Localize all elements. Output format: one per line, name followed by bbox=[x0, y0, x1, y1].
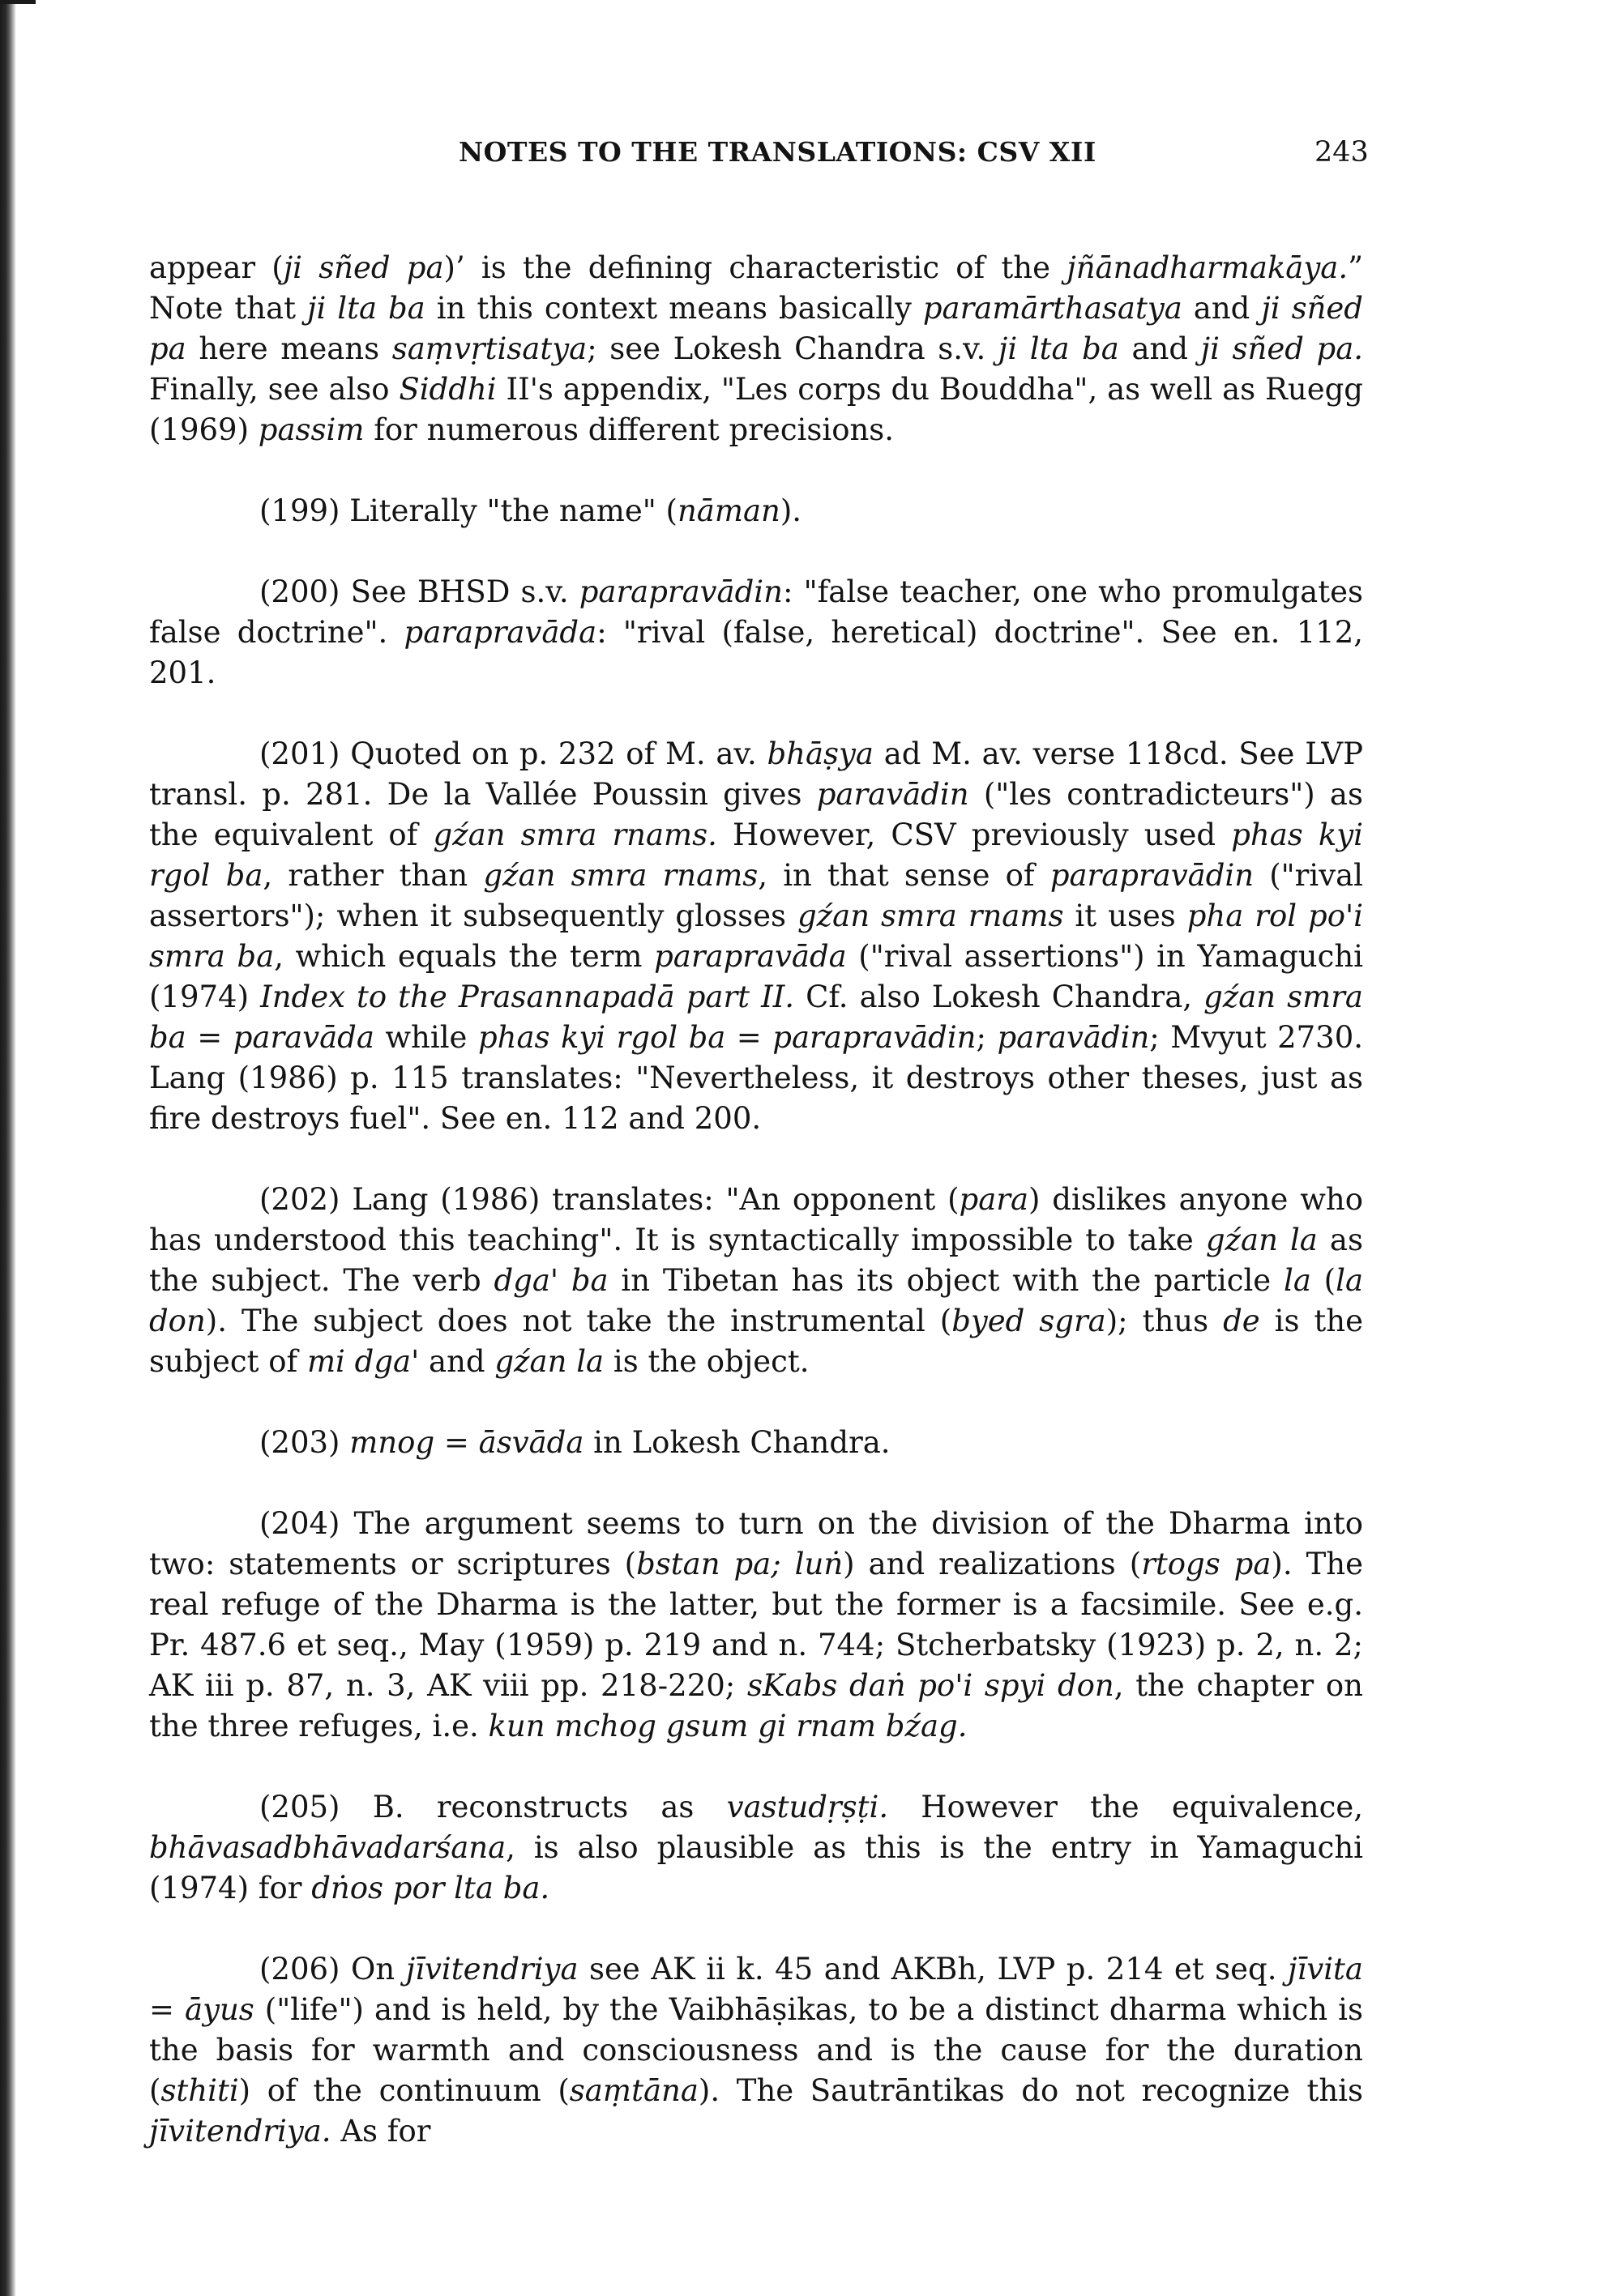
note-number: (201) bbox=[259, 736, 340, 771]
scan-corner-mark bbox=[0, 0, 36, 36]
note-206: (206) On jīvitendriya see AK ii k. 45 and AKBh, LVP p. 214 et seq. jīvita = āyus ("life") and is held, by the Vaibhāṣikas, to be a distinct dharma which is the basis for warmth and consciousness and is the cause for the duration (sthiti) of the continuum (saṃtāna). The Sautrāntikas do not recognize this jīvitendriya. As for bbox=[149, 1952, 1363, 2149]
note-number: (204) bbox=[259, 1506, 340, 1541]
note-202: (202) Lang (1986) translates: "An opponent (para) dislikes anyone who has understood this teaching". It is syntactically impossible to take gźan la as the subject. The verb dga' ba in Tibetan has its object with the particle la (la don). The subject does not take the instrumental (byed sgra); thus de is the subject of mi dga' and gźan la is the object. bbox=[149, 1182, 1364, 1379]
note-205: (205) B. reconstructs as vastudṛṣṭi. However the equivalence, bhāvasadbhāvadarśana, is also plausible as this is the entry in Yamaguchi (1974) for dṅos por lta ba. bbox=[149, 1790, 1364, 1906]
note-200: (200) See BHSD s.v. parapravādin: "false teacher, one who promulgates false doctrine". parapravāda: "rival (false, heretical) doctrine". See en. 112, 201. bbox=[149, 574, 1364, 690]
page-header bbox=[0, 136, 1603, 185]
page-body bbox=[149, 248, 1363, 2192]
note-number: (199) bbox=[259, 493, 340, 528]
note-number: (205) bbox=[259, 1790, 340, 1824]
note-198-continuation: appear (ji sñed pa)’ is the defining characteristic of the jñānadharmakāya.” Note that ji lta ba in this context means basically paramārthasatya and ji sñed pa here means saṃvṛtisatya; see Lokesh Chandra s.v. ji lta ba and ji sñed pa. Finally, see also Siddhi II's appendix, "Les corps du Bouddha", as well as Ruegg (1969) passim for numerous different precisions. bbox=[149, 250, 1364, 447]
page-number: 243 bbox=[1314, 136, 1369, 169]
note-204: (204) The argument seems to turn on the division of the Dharma into two: statements or scriptures (bstan pa; luṅ) and realizations (rtogs pa). The real refuge of the Dharma is the latter, but the former is a facsimile. See e.g. Pr. 487.6 et seq., May (1959) p. 219 and n. 744; Stcherbatsky (1923) p. 2, n. 2; AK iii p. 87, n. 3, AK viii pp. 218-220; sKabs daṅ po'i spyi don, the chapter on the three refuges, i.e. kun mchog gsum gi rnam bźag. bbox=[149, 1506, 1363, 1743]
note-number: (200) bbox=[259, 574, 340, 609]
note-number: (206) bbox=[259, 1952, 340, 1987]
scan-binding-edge bbox=[0, 0, 16, 2296]
note-number: (202) bbox=[259, 1182, 340, 1217]
note-199: (199) Literally "the name" (nāman). bbox=[259, 493, 802, 528]
note-203: (203) mnog = āsvāda in Lokesh Chandra. bbox=[259, 1425, 891, 1460]
note-201: (201) Quoted on p. 232 of M. av. bhāṣya ad M. av. verse 118cd. See LVP transl. p. 281. De la Vallée Poussin gives paravādin ("les contradicteurs") as the equivalent of gźan smra rnams. However, CSV previously used phas kyi rgol ba, rather than gźan smra rnams, in that sense of parapravādin ("rival assertors"); when it subsequently glosses gźan smra rnams it uses pha rol po'i smra ba, which equals the term parapravāda ("rival assertions") in Yamaguchi (1974) Index to the Prasannapadā part II. Cf. also Lokesh Chandra, gźan smra ba = paravāda while phas kyi rgol ba = parapravādin; paravādin; Mvyut 2730. Lang (1986) p. 115 translates: "Nevertheless, it destroys other theses, just as fire destroys fuel". See en. 112 and 200. bbox=[149, 736, 1364, 1136]
running-head: NOTES TO THE TRANSLATIONS: CSV XII bbox=[459, 136, 1096, 168]
note-number: (203) bbox=[259, 1425, 340, 1460]
